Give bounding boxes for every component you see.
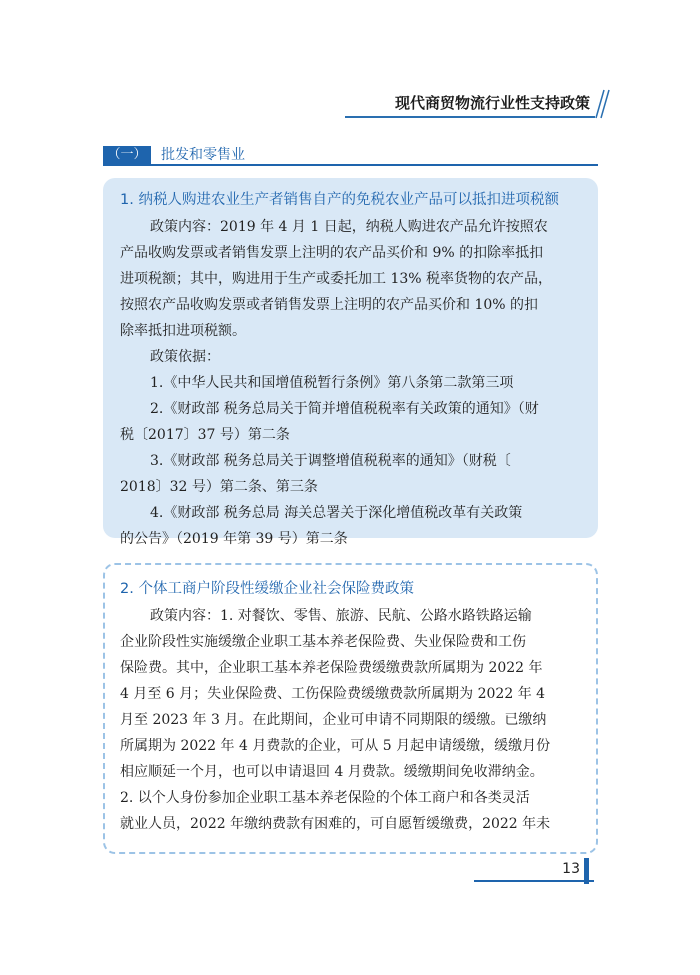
footer-bar [584,858,589,884]
policy-1-line: 2.《财政部 税务总局关于简并增值税税率有关政策的通知》（财 [150,401,539,417]
policy-2-line: 就业人员，2022 年缴纳费款有困难的，可自愿暂缓缴费，2022 年未 [120,816,551,832]
footer-rule [474,880,594,882]
section-title: 批发和零售业 [161,147,245,163]
policy-1-title: 1. 纳税人购进农业生产者销售自产的免税农业产品可以抵扣进项税额 [120,192,559,208]
policy-1-line: 1.《中华人民共和国增值税暂行条例》第八条第二款第三项 [150,375,514,391]
section-rule [103,164,598,166]
section-heading [103,146,598,164]
policy-1-line: 4.《财政部 税务总局 海关总署关于深化增值税改革有关政策 [150,505,523,521]
policy-2-line: 月至 2023 年 3 月。在此期间，企业可申请不同期限的缓缴。已缴纳 [120,712,547,728]
page-number: 13 [562,861,580,877]
policy-1-line: 2018〕32 号）第二条、第三条 [120,479,318,495]
policy-2-line: 2. 以个人身份参加企业职工基本养老保险的个体工商户和各类灵活 [120,790,530,806]
policy-2-line: 所属期为 2022 年 4 月费款的企业，可从 5 月起申请缓缴，缓缴月份 [120,738,551,754]
policy-1-line: 进项税额；其中，购进用于生产或委托加工 13% 税率货物的农产品， [120,271,553,287]
policy-1-line: 产品收购发票或者销售发票上注明的农产品买价和 9% 的扣除率抵扣 [120,245,544,261]
policy-1-line: 3.《财政部 税务总局关于调整增值税税率的通知》（财税〔 [150,453,511,469]
policy-1-line: 政策依据： [150,349,220,365]
section-number: （一） [103,146,151,164]
policy-2-line: 政策内容：1. 对餐饮、零售、旅游、民航、公路水路铁路运输 [150,608,532,624]
policy-1-line: 政策内容：2019 年 4 月 1 日起，纳税人购进农产品允许按照农 [150,219,548,235]
running-header-title: 现代商贸物流行业性支持政策 [394,94,590,112]
header-rule [345,116,595,118]
policy-1-line: 税〔2017〕37 号）第二条 [120,427,290,443]
policy-2-line: 企业阶段性实施缓缴企业职工基本养老保险费、失业保险费和工伤 [120,634,526,650]
policy-1-line: 的公告》（2019 年第 39 号）第二条 [120,531,348,547]
policy-2-line: 保险费。其中，企业职工基本养老保险费缓缴费款所属期为 2022 年 [120,660,543,676]
policy-2-line: 相应顺延一个月，也可以申请退回 4 月费款。缓缴期间免收滞纳金。 [120,764,544,780]
header-slash-ornament [592,88,612,120]
policy-1-line: 按照农产品收购发票或者销售发票上注明的农产品买价和 10% 的扣 [120,297,539,313]
policy-2-line: 4 月至 6 月；失业保险费、工伤保险费缓缴费款所属期为 2022 年 4 [120,686,546,702]
policy-1-line: 除率抵扣进项税额。 [120,323,246,339]
policy-2-title: 2. 个体工商户阶段性缓缴企业社会保险费政策 [120,581,414,597]
